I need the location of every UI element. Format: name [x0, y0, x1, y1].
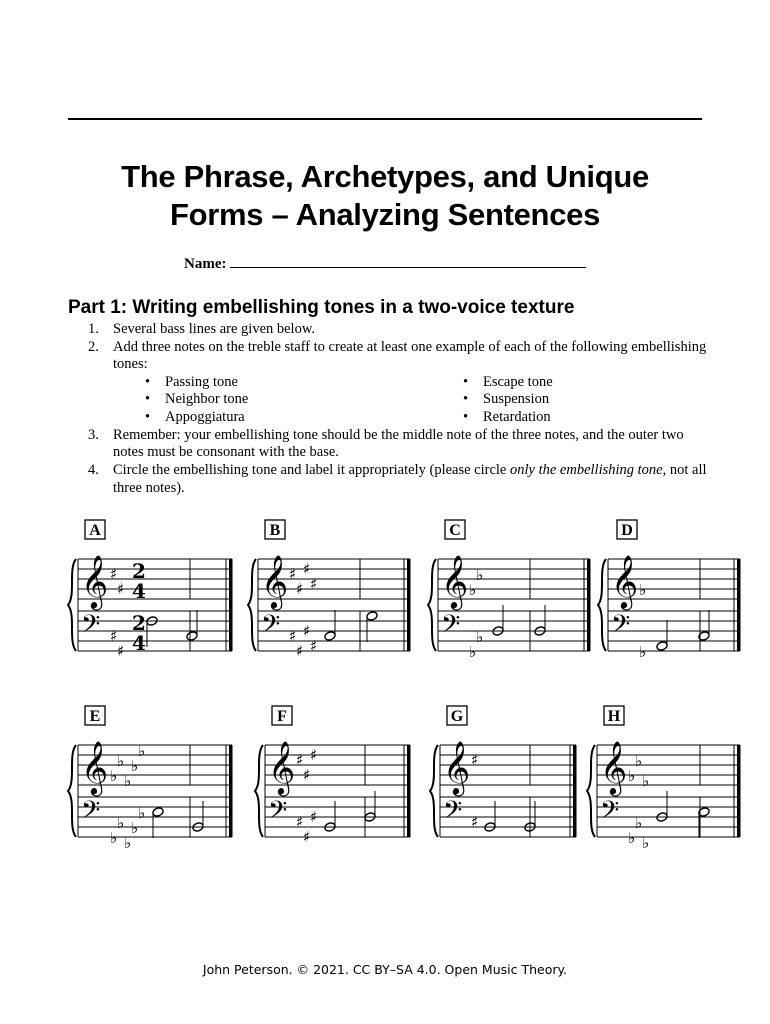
bullet-item: • Escape tone — [483, 374, 553, 392]
flat-icon: ♭ — [131, 819, 139, 837]
flat-icon: ♭ — [476, 566, 484, 584]
sharp-icon: ♯ — [296, 751, 304, 769]
treble-clef-icon: 𝄞 — [611, 554, 639, 608]
sharp-icon: ♯ — [303, 766, 311, 784]
flat-icon: ♭ — [138, 804, 146, 822]
sharp-icon: ♯ — [310, 808, 318, 826]
bass-half-note — [324, 631, 336, 642]
treble-clef-icon: 𝄞 — [261, 554, 289, 608]
flat-icon: ♭ — [110, 829, 118, 847]
flat-icon: ♭ — [117, 752, 125, 770]
instruction-item: 3. Remember: your embellishing tone should be the middle note of the three notes, and the outer two notes must be consonant with the base. — [88, 426, 684, 461]
instruction-item: 4. Circle the embellishing tone and label it appropriately (please circle only the embellishing tone, not all three notes). — [88, 461, 707, 496]
bass-half-note — [152, 807, 164, 818]
sharp-icon: ♯ — [117, 580, 125, 598]
brace — [598, 559, 606, 651]
sharp-icon: ♯ — [303, 622, 311, 640]
sharp-icon: ♯ — [471, 751, 479, 769]
exercise-label: C — [449, 522, 461, 539]
flat-icon: ♭ — [642, 834, 650, 852]
bullet-item: • Suspension — [483, 391, 549, 409]
title-line-2: Forms – Analyzing Sentences — [169, 197, 601, 232]
bullet-item: • Neighbor tone — [165, 391, 248, 409]
treble-clef-icon: 𝄞 — [443, 740, 471, 794]
treble-clef-icon: 𝄞 — [441, 554, 469, 608]
sharp-icon: ♯ — [303, 560, 311, 578]
brace — [248, 559, 256, 651]
flat-icon: ♭ — [469, 581, 477, 599]
flat-icon: ♭ — [628, 767, 636, 785]
instruction-item: 1. Several bass lines are given below. — [88, 321, 315, 337]
bass-clef-icon: 𝄢 — [81, 796, 101, 831]
flat-icon: ♭ — [117, 814, 125, 832]
sharp-icon: ♯ — [117, 642, 125, 660]
exercise-b — [248, 520, 411, 660]
flat-icon: ♭ — [635, 814, 643, 832]
exercise-e — [68, 706, 233, 852]
sharp-icon: ♯ — [310, 637, 318, 655]
sharp-icon: ♯ — [289, 627, 297, 645]
bass-clef-icon: 𝄢 — [600, 796, 620, 831]
flat-icon: ♭ — [131, 757, 139, 775]
sharp-icon: ♯ — [296, 642, 304, 660]
flat-icon: ♭ — [138, 742, 146, 760]
bass-half-note — [656, 641, 668, 652]
sharp-icon: ♯ — [310, 575, 318, 593]
flat-icon: ♭ — [639, 581, 647, 599]
brace — [255, 745, 263, 837]
final-barline-thick — [737, 745, 741, 837]
sharp-icon: ♯ — [289, 565, 297, 583]
exercise-label: D — [621, 522, 633, 539]
instruction-item: 2. Add three notes on the treble staff to create at least one example of each of the following embellishing tones: — [88, 338, 707, 373]
final-barline-thick — [573, 745, 577, 837]
final-barline-thick — [229, 559, 233, 651]
exercise-d — [598, 520, 741, 661]
bullet-item: • Retardation — [483, 409, 551, 427]
sharp-icon: ♯ — [110, 565, 118, 583]
treble-clef-icon: 𝄞 — [600, 740, 628, 794]
bass-half-note — [186, 631, 198, 642]
flat-icon: ♭ — [639, 643, 647, 661]
exercise-f — [255, 706, 411, 846]
final-barline-thick — [229, 745, 233, 837]
exercise-label: F — [277, 708, 287, 725]
time-signature-bottom: 4 — [132, 579, 146, 603]
flat-icon: ♭ — [124, 772, 132, 790]
exercise-label: E — [89, 708, 101, 725]
final-barline-thick — [407, 745, 411, 837]
time-signature-top: 2 — [132, 559, 146, 583]
flat-icon: ♭ — [110, 767, 118, 785]
bass-clef-icon: 𝄢 — [443, 796, 463, 831]
final-barline-thick — [587, 559, 591, 651]
part-heading: Part 1: Writing embellishing tones in a two-voice texture — [68, 297, 575, 318]
exercise-label: B — [269, 522, 281, 539]
name-label: Name: — [184, 256, 227, 272]
exercise-c — [428, 520, 591, 661]
flat-icon: ♭ — [635, 752, 643, 770]
exercise-a — [68, 520, 233, 660]
brace — [68, 559, 76, 651]
exercise-h — [587, 706, 741, 852]
bass-half-note — [366, 611, 378, 622]
bullet-item: • Appoggiatura — [165, 409, 245, 427]
bullet-item: • Passing tone — [165, 374, 238, 392]
treble-clef-icon: 𝄞 — [81, 740, 109, 794]
sharp-icon: ♯ — [296, 813, 304, 831]
flat-icon: ♭ — [476, 628, 484, 646]
bass-clef-icon: 𝄢 — [441, 610, 461, 645]
bass-clef-icon: 𝄢 — [268, 796, 288, 831]
treble-clef-icon: 𝄞 — [81, 554, 109, 608]
flat-icon: ♭ — [124, 834, 132, 852]
exercise-label: H — [607, 708, 621, 725]
bass-clef-icon: 𝄢 — [611, 610, 631, 645]
treble-clef-icon: 𝄞 — [268, 740, 296, 794]
flat-icon: ♭ — [469, 643, 477, 661]
bass-clef-icon: 𝄢 — [261, 610, 281, 645]
exercise-label: G — [450, 708, 464, 725]
exercise-label: A — [89, 522, 101, 539]
sharp-icon: ♯ — [296, 580, 304, 598]
title-line-1: The Phrase, Archetypes, and Unique — [121, 159, 649, 194]
flat-icon: ♭ — [628, 829, 636, 847]
time-signature-top: 2 — [132, 611, 146, 635]
sharp-icon: ♯ — [110, 627, 118, 645]
brace — [68, 745, 76, 837]
footer-credit: John Peterson. © 2021. CC BY–SA 4.0. Open Music Theory. — [202, 962, 568, 977]
time-signature-bottom: 4 — [132, 631, 146, 655]
bass-clef-icon: 𝄢 — [81, 610, 101, 645]
final-barline-thick — [407, 559, 411, 651]
brace — [428, 559, 436, 651]
brace — [430, 745, 438, 837]
final-barline-thick — [737, 559, 741, 651]
sharp-icon: ♯ — [471, 813, 479, 831]
flat-icon: ♭ — [642, 772, 650, 790]
exercise-g — [430, 706, 577, 837]
sharp-icon: ♯ — [303, 828, 311, 846]
brace — [587, 745, 595, 837]
sharp-icon: ♯ — [310, 746, 318, 764]
